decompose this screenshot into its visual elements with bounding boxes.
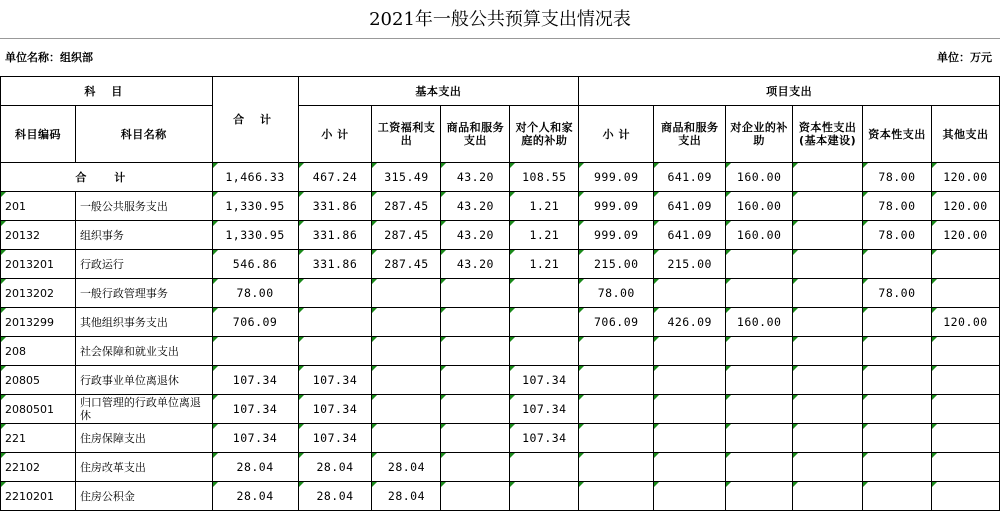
subject-code-cell: 2013202	[1, 279, 76, 308]
subject-name-cell: 一般公共服务支出	[75, 192, 212, 221]
header-subject: 科 目	[1, 77, 213, 106]
amount-cell	[298, 279, 372, 308]
amount-cell	[510, 482, 579, 511]
amount-cell: 28.04	[212, 453, 298, 482]
amount-cell	[372, 366, 441, 395]
amount-cell	[726, 424, 793, 453]
amount-cell: 107.34	[510, 395, 579, 424]
subject-code-cell: 2013201	[1, 250, 76, 279]
amount-cell	[726, 366, 793, 395]
amount-cell	[931, 366, 999, 395]
amount-cell: 1,330.95	[212, 192, 298, 221]
amount-cell	[510, 453, 579, 482]
amount-cell: 160.00	[726, 308, 793, 337]
table-row	[1, 308, 1000, 337]
amount-cell	[863, 424, 932, 453]
amount-cell	[931, 424, 999, 453]
total-cell: 999.09	[579, 163, 654, 192]
header-basic-wages: 工资福利支出	[372, 106, 441, 163]
amount-cell	[579, 482, 654, 511]
header-project-capital: 资本性支出	[863, 106, 932, 163]
amount-cell	[441, 337, 510, 366]
header-project-subtotal: 小 计	[579, 106, 654, 163]
amount-cell: 331.86	[298, 192, 372, 221]
table-body	[1, 163, 1000, 511]
title-divider	[0, 38, 1000, 39]
amount-cell	[372, 279, 441, 308]
amount-cell: 1.21	[510, 221, 579, 250]
amount-cell	[726, 453, 793, 482]
amount-cell: 641.09	[654, 192, 726, 221]
amount-cell	[863, 453, 932, 482]
header-basic-goods-services: 商品和服务支出	[441, 106, 510, 163]
amount-cell	[441, 308, 510, 337]
amount-cell: 331.86	[298, 250, 372, 279]
amount-cell	[931, 279, 999, 308]
amount-cell: 120.00	[931, 221, 999, 250]
total-cell: 467.24	[298, 163, 372, 192]
amount-cell	[372, 308, 441, 337]
amount-cell: 426.09	[654, 308, 726, 337]
amount-cell: 43.20	[441, 221, 510, 250]
currency-unit-label: 单位：万元	[937, 51, 992, 64]
amount-cell	[441, 453, 510, 482]
amount-cell	[579, 366, 654, 395]
unit-info-line	[0, 49, 1000, 67]
subject-code-cell: 2080501	[1, 395, 76, 424]
amount-cell	[793, 366, 863, 395]
amount-cell	[726, 395, 793, 424]
total-cell: 43.20	[441, 163, 510, 192]
budget-table	[0, 76, 1000, 511]
total-cell: 315.49	[372, 163, 441, 192]
amount-cell: 28.04	[372, 482, 441, 511]
subject-code-cell: 221	[1, 424, 76, 453]
subject-name-cell: 住房公积金	[75, 482, 212, 511]
amount-cell	[510, 337, 579, 366]
amount-cell	[441, 279, 510, 308]
table-row-total	[1, 163, 1000, 192]
table-row	[1, 366, 1000, 395]
amount-cell: 641.09	[654, 221, 726, 250]
total-cell: 78.00	[863, 163, 932, 192]
amount-cell	[726, 279, 793, 308]
amount-cell: 160.00	[726, 221, 793, 250]
subject-name-cell: 行政事业单位离退休	[75, 366, 212, 395]
amount-cell	[931, 395, 999, 424]
header-basic-expenditure: 基本支出	[298, 77, 579, 106]
amount-cell	[510, 308, 579, 337]
table-row	[1, 221, 1000, 250]
table-row	[1, 279, 1000, 308]
header-project-other: 其他支出	[931, 106, 999, 163]
total-cell	[793, 163, 863, 192]
amount-cell: 546.86	[212, 250, 298, 279]
header-subject-code: 科目编码	[1, 106, 76, 163]
amount-cell	[372, 337, 441, 366]
header-project-capital-construction: 资本性支出(基本建设)	[793, 106, 863, 163]
total-cell: 641.09	[654, 163, 726, 192]
amount-cell: 999.09	[579, 192, 654, 221]
amount-cell: 78.00	[579, 279, 654, 308]
table-row	[1, 250, 1000, 279]
amount-cell: 107.34	[212, 366, 298, 395]
amount-cell	[793, 482, 863, 511]
header-project-goods-services: 商品和服务支出	[654, 106, 726, 163]
header-row-2	[1, 106, 1000, 163]
table-row	[1, 192, 1000, 221]
amount-cell	[441, 424, 510, 453]
amount-cell	[654, 366, 726, 395]
amount-cell: 706.09	[579, 308, 654, 337]
total-cell: 108.55	[510, 163, 579, 192]
subject-code-cell: 20805	[1, 366, 76, 395]
amount-cell	[654, 453, 726, 482]
amount-cell: 120.00	[931, 308, 999, 337]
amount-cell	[441, 482, 510, 511]
amount-cell	[298, 308, 372, 337]
amount-cell	[372, 395, 441, 424]
amount-cell	[654, 395, 726, 424]
amount-cell: 160.00	[726, 192, 793, 221]
amount-cell: 43.20	[441, 250, 510, 279]
amount-cell	[579, 453, 654, 482]
subject-code-cell: 22102	[1, 453, 76, 482]
amount-cell: 107.34	[510, 366, 579, 395]
page-title: 2021年一般公共预算支出情况表	[369, 9, 631, 30]
table-row	[1, 453, 1000, 482]
amount-cell	[579, 395, 654, 424]
amount-cell: 78.00	[212, 279, 298, 308]
amount-cell: 1.21	[510, 250, 579, 279]
amount-cell	[212, 337, 298, 366]
amount-cell: 107.34	[212, 424, 298, 453]
amount-cell	[863, 308, 932, 337]
amount-cell	[726, 482, 793, 511]
amount-cell	[793, 221, 863, 250]
total-cell: 120.00	[931, 163, 999, 192]
amount-cell	[654, 279, 726, 308]
amount-cell	[863, 337, 932, 366]
amount-cell	[441, 366, 510, 395]
amount-cell	[793, 308, 863, 337]
subject-name-cell: 社会保障和就业支出	[75, 337, 212, 366]
amount-cell	[931, 250, 999, 279]
subject-name-cell: 归口管理的行政单位离退休	[75, 395, 212, 424]
amount-cell	[793, 453, 863, 482]
amount-cell	[863, 366, 932, 395]
amount-cell: 107.34	[298, 366, 372, 395]
subject-name-cell: 住房保障支出	[75, 424, 212, 453]
amount-cell: 78.00	[863, 279, 932, 308]
table-row	[1, 337, 1000, 366]
subject-name-cell: 其他组织事务支出	[75, 308, 212, 337]
amount-cell: 1.21	[510, 192, 579, 221]
amount-cell	[793, 250, 863, 279]
subject-name-cell: 组织事务	[75, 221, 212, 250]
amount-cell	[654, 482, 726, 511]
header-subject-name: 科目名称	[75, 106, 212, 163]
amount-cell	[441, 395, 510, 424]
header-project-enterprise-subsidy: 对企业的补助	[726, 106, 793, 163]
table-row	[1, 482, 1000, 511]
table-row	[1, 395, 1000, 424]
unit-name-label: 单位名称：组织部	[5, 51, 93, 64]
total-cell: 1,466.33	[212, 163, 298, 192]
amount-cell	[793, 192, 863, 221]
total-cell: 160.00	[726, 163, 793, 192]
amount-cell: 107.34	[298, 395, 372, 424]
amount-cell: 107.34	[298, 424, 372, 453]
amount-cell	[372, 424, 441, 453]
amount-cell: 215.00	[654, 250, 726, 279]
amount-cell	[931, 482, 999, 511]
amount-cell	[793, 279, 863, 308]
amount-cell	[726, 337, 793, 366]
amount-cell: 28.04	[298, 482, 372, 511]
amount-cell: 215.00	[579, 250, 654, 279]
subject-code-cell: 2210201	[1, 482, 76, 511]
subject-code-cell: 20132	[1, 221, 76, 250]
amount-cell	[726, 250, 793, 279]
amount-cell: 287.45	[372, 221, 441, 250]
header-basic-individual-subsidy: 对个人和家庭的补助	[510, 106, 579, 163]
header-total: 合 计	[212, 77, 298, 163]
amount-cell	[298, 337, 372, 366]
amount-cell	[863, 482, 932, 511]
amount-cell: 999.09	[579, 221, 654, 250]
amount-cell	[863, 250, 932, 279]
subject-code-cell: 2013299	[1, 308, 76, 337]
amount-cell	[579, 424, 654, 453]
table-row	[1, 424, 1000, 453]
subject-name-cell: 一般行政管理事务	[75, 279, 212, 308]
amount-cell: 78.00	[863, 221, 932, 250]
subject-code-cell: 201	[1, 192, 76, 221]
amount-cell	[931, 453, 999, 482]
amount-cell: 78.00	[863, 192, 932, 221]
header-project-expenditure: 项目支出	[579, 77, 1000, 106]
header-basic-subtotal: 小 计	[298, 106, 372, 163]
subject-name-cell: 行政运行	[75, 250, 212, 279]
amount-cell: 28.04	[212, 482, 298, 511]
amount-cell	[654, 424, 726, 453]
amount-cell	[579, 337, 654, 366]
amount-cell	[654, 337, 726, 366]
amount-cell: 120.00	[931, 192, 999, 221]
amount-cell	[931, 337, 999, 366]
header-row-1	[1, 77, 1000, 106]
amount-cell: 706.09	[212, 308, 298, 337]
subject-name-cell: 住房改革支出	[75, 453, 212, 482]
subject-code-cell: 208	[1, 337, 76, 366]
amount-cell: 331.86	[298, 221, 372, 250]
amount-cell	[863, 395, 932, 424]
total-label: 合 计	[1, 163, 213, 192]
amount-cell: 28.04	[372, 453, 441, 482]
amount-cell: 28.04	[298, 453, 372, 482]
amount-cell: 287.45	[372, 192, 441, 221]
amount-cell: 43.20	[441, 192, 510, 221]
amount-cell: 107.34	[212, 395, 298, 424]
amount-cell: 1,330.95	[212, 221, 298, 250]
amount-cell	[793, 395, 863, 424]
amount-cell: 107.34	[510, 424, 579, 453]
amount-cell	[793, 337, 863, 366]
amount-cell	[793, 424, 863, 453]
amount-cell: 287.45	[372, 250, 441, 279]
amount-cell	[510, 279, 579, 308]
